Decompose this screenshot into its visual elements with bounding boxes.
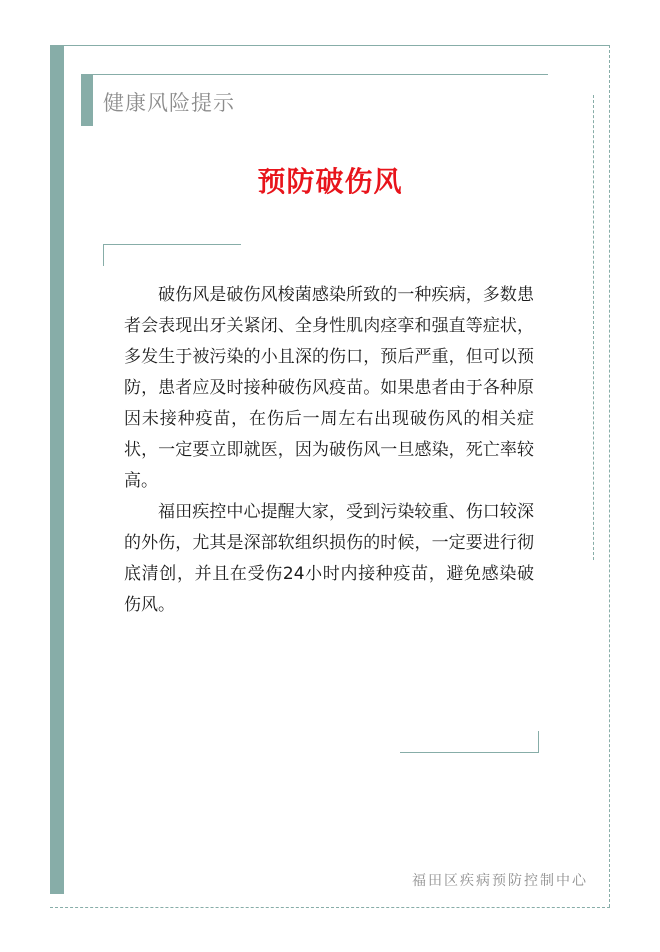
top-border-line [64,45,610,46]
bottom-dashed-border [50,907,610,908]
corner-decoration-top-left-vertical [103,244,104,266]
paragraph: 福田疾控中心提醒大家，受到污染较重、伤口较深的外伤，尤其是深部软组织损伤的时候，一定要进行彻底清创，并且在受伤24小时内接种疫苗，避免感染破伤风。 [124,502,534,615]
section-header-line [93,74,548,75]
footer-organization: 福田区疾病预防控制中心 [412,873,588,889]
section-label: 健康风险提示 [103,91,235,115]
paragraph: 破伤风是破伤风梭菌感染所致的一种疾病，多数患者会表现出牙关紧闭、全身性肌肉痉挛和强直等症状，多发生于被污染的小且深的伤口，预后严重，但可以预防，患者应及时接种破伤风疫苗。如果患者由于各种原因未接种疫苗，在伤后一周左右出现破伤风的相关症状，一定要立即就医，因为破伤风一旦感染，死亡率较高。 [124,285,534,491]
corner-decoration-bottom-right-vertical [538,731,539,753]
section-header-accent [81,74,93,126]
corner-decoration-bottom-right [400,752,538,753]
corner-decoration-top-left [103,244,241,245]
article-title: 预防破伤风 [257,165,403,198]
article-body [124,280,534,621]
